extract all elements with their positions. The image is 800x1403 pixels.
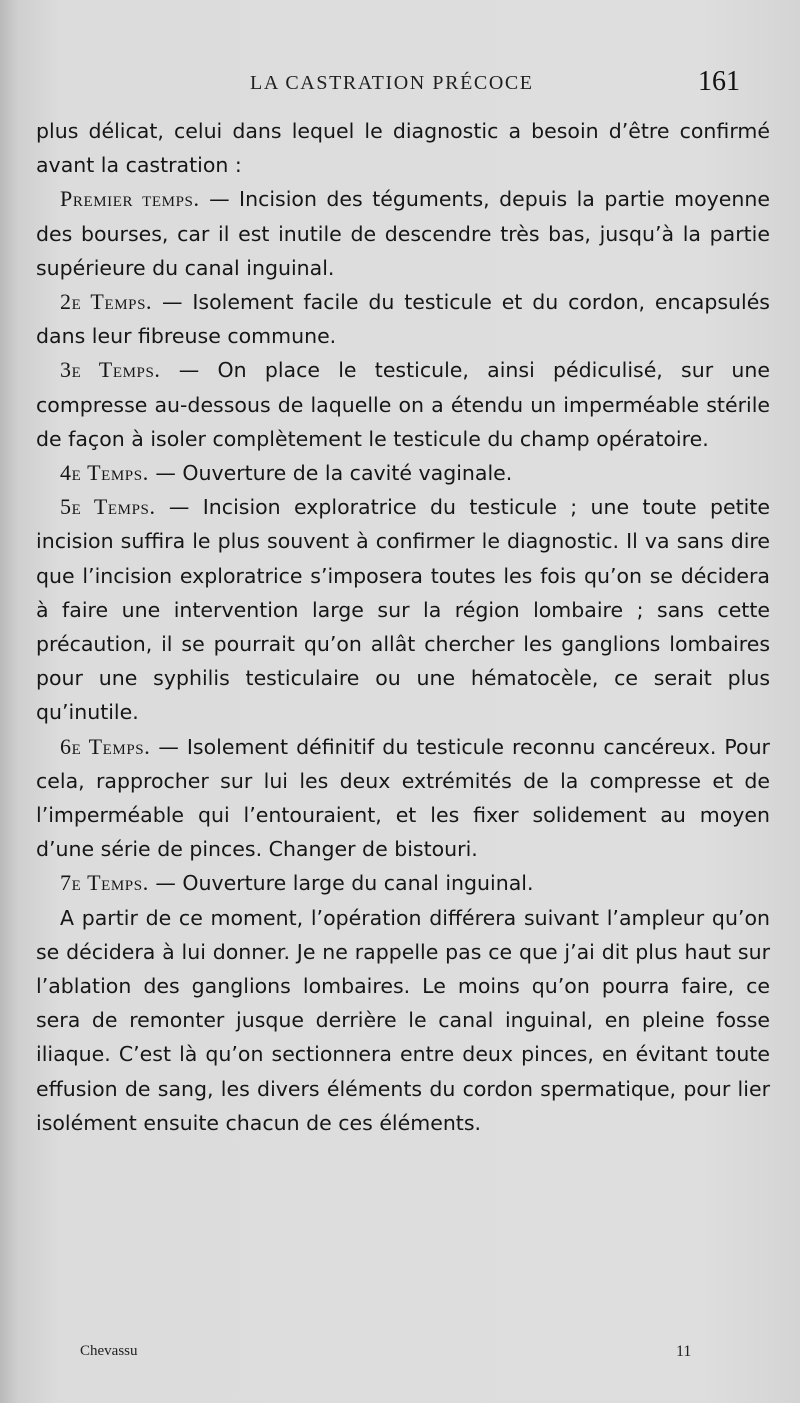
paragraph-intro xyxy=(36,114,770,182)
paragraph-text: — On place le testicule, ainsi pédiculisé, sur une compresse au-dessous de laquelle on a étendu un imperméable stérile de façon à isoler complètement le testicule du champ opératoire. xyxy=(36,358,770,451)
step-label: Premier temps. xyxy=(60,186,200,212)
paragraph-step-3 xyxy=(36,353,770,456)
paragraph-text: — Incision exploratrice du testicule ; une toute petite incision suffira le plus souvent à confirmer le diagnostic. Il va sans dire que l’incision exploratrice s’imposera toutes les fois qu’on se décidera à faire une intervention large sur la région lombaire ; sans cette précaution, il se pourrait qu’on allât chercher les ganglions lombaires pour une syphilis testiculaire ou une hématocèle, ce serait plus qu’inutile. xyxy=(36,495,770,725)
signature-mark: 11 xyxy=(676,1343,692,1360)
step-label: 7e Temps. xyxy=(60,870,149,896)
step-label: 6e Temps. xyxy=(60,733,151,759)
paragraph-conclusion xyxy=(36,901,770,1140)
step-label: 5e Temps. xyxy=(60,494,156,520)
page-number: 161 xyxy=(698,66,740,97)
page-body xyxy=(36,114,770,1140)
paragraph-step-6 xyxy=(36,730,770,867)
paragraph-text: — Incision des téguments, depuis la partie moyenne des bourses, car il est inutile de descendre très bas, jusqu’à la partie supérieure du canal inguinal. xyxy=(36,187,770,280)
paragraph-text: — Ouverture de la cavité vaginale. xyxy=(148,461,513,486)
footer-author: Chevassu xyxy=(80,1343,138,1359)
page-header xyxy=(0,66,800,106)
paragraph-text: — Isolement définitif du testicule reconnu cancéreux. Pour cela, rapprocher sur lui les deux extrémités de la compresse et de l’imperméable qui l’entouraient, et les fixer solidement au moyen d’une série de pinces. Changer de bistouri. xyxy=(36,734,770,862)
step-label: 3e Temps. xyxy=(60,357,161,383)
paragraph-text: plus délicat, celui dans lequel le diagnostic a besoin d’être confirmé avant la castration : xyxy=(36,119,770,178)
paragraph-text: — Ouverture large du canal inguinal. xyxy=(148,871,534,896)
paragraph-step-7 xyxy=(36,866,770,900)
running-title: LA CASTRATION PRÉCOCE xyxy=(250,72,534,94)
paragraph-step-5 xyxy=(36,490,770,729)
paragraph-text: — Isolement facile du testicule et du cordon, encapsulés dans leur fibreuse commune. xyxy=(36,290,770,349)
step-label: 2e Temps. xyxy=(60,289,153,315)
paragraph-step-4 xyxy=(36,456,770,490)
page-footer xyxy=(0,1343,800,1373)
paragraph-text: A partir de ce moment, l’opération différera suivant l’ampleur qu’on se décidera à lui donner. Je ne rappelle pas ce que j’ai dit plus haut sur l’ablation des ganglions lombaires. Le moins qu’on pourra faire, ce sera de remonter jusque derrière le canal inguinal, en pleine fosse iliaque. C’est là qu’on sectionnera entre deux pinces, en évitant toute effusion de sang, les divers éléments du cordon spermatique, pour lier isolément ensuite chacun de ces éléments. xyxy=(36,905,770,1135)
paragraph-step-1 xyxy=(36,182,770,285)
paragraph-step-2 xyxy=(36,285,770,353)
step-label: 4e Temps. xyxy=(60,460,149,486)
